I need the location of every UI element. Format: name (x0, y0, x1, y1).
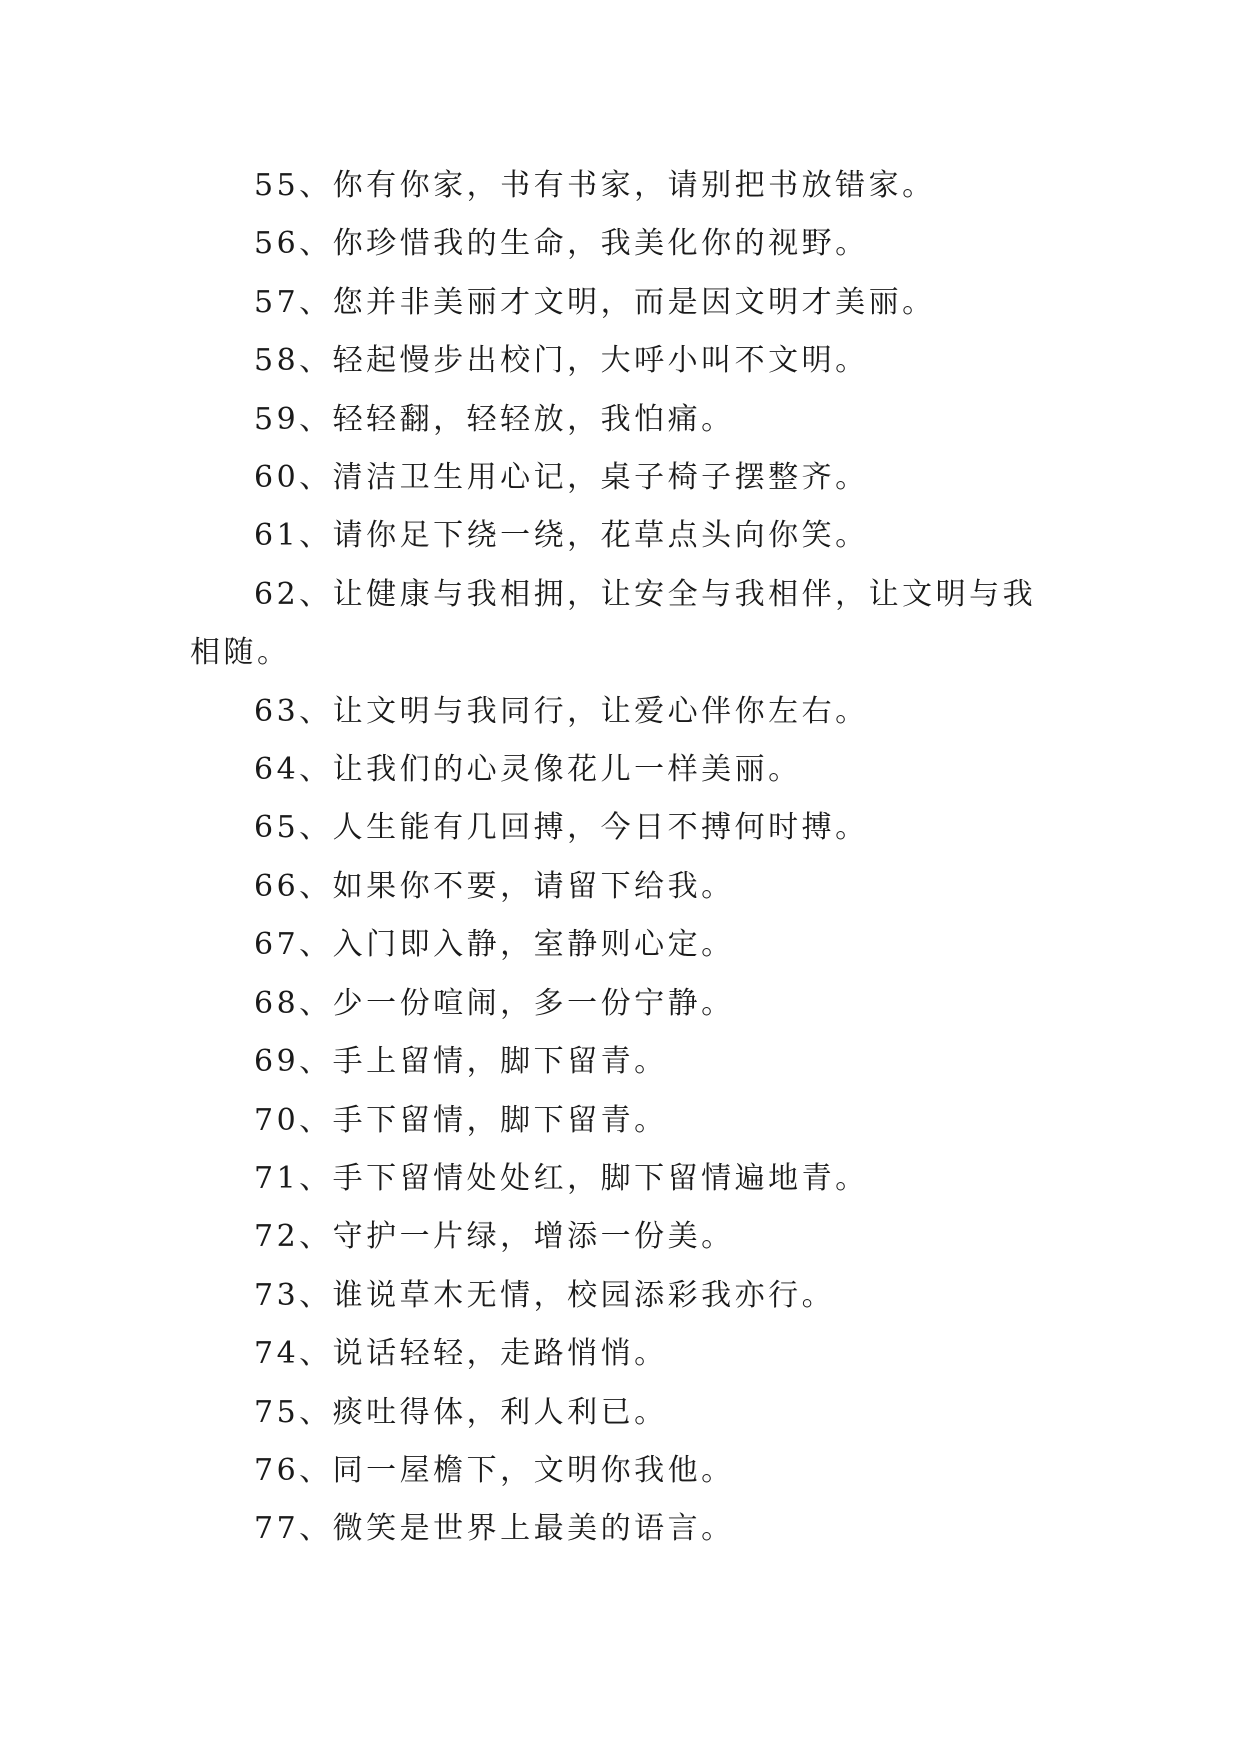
list-item: 73、谁说草木无情，校园添彩我亦行。 (254, 1277, 836, 1313)
list-item: 57、您并非美丽才文明，而是因文明才美丽。 (254, 284, 936, 320)
list-item: 77、微笑是世界上最美的语言。 (254, 1511, 735, 1547)
list-item: 60、清洁卫生用心记，桌子椅子摆整齐。 (254, 460, 869, 496)
list-item: 70、手下留情，脚下留青。 (254, 1102, 668, 1138)
list-item: 65、人生能有几回搏，今日不搏何时搏。 (254, 810, 869, 846)
list-item: 71、手下留情处处红，脚下留情遍地青。 (254, 1160, 869, 1196)
list-item: 58、轻起慢步出校门，大呼小叫不文明。 (254, 343, 869, 379)
list-item: 62、让健康与我相拥，让安全与我相伴，让文明与我相随。 (190, 576, 1037, 671)
list-item: 56、你珍惜我的生命，我美化你的视野。 (254, 226, 869, 262)
list-item: 76、同一屋檐下，文明你我他。 (254, 1452, 735, 1488)
list-item: 69、手上留情，脚下留青。 (254, 1044, 668, 1080)
list-item: 61、请你足下绕一绕，花草点头向你笑。 (254, 518, 869, 554)
list-item: 66、如果你不要，请留下给我。 (254, 868, 735, 904)
slogan-list (190, 157, 1055, 1559)
list-item: 72、守护一片绿，增添一份美。 (254, 1219, 735, 1255)
list-item: 68、少一份喧闹，多一份宁静。 (254, 985, 735, 1021)
list-item: 59、轻轻翻，轻轻放，我怕痛。 (254, 401, 735, 437)
list-item: 75、痰吐得体，利人利已。 (254, 1394, 668, 1430)
list-item: 74、说话轻轻，走路悄悄。 (254, 1336, 668, 1372)
list-item: 55、你有你家，书有书家，请别把书放错家。 (254, 168, 936, 203)
list-item: 67、入门即入静，室静则心定。 (254, 927, 735, 963)
list-item: 63、让文明与我同行，让爱心伴你左右。 (254, 693, 869, 729)
list-item: 64、让我们的心灵像花儿一样美丽。 (254, 752, 802, 788)
